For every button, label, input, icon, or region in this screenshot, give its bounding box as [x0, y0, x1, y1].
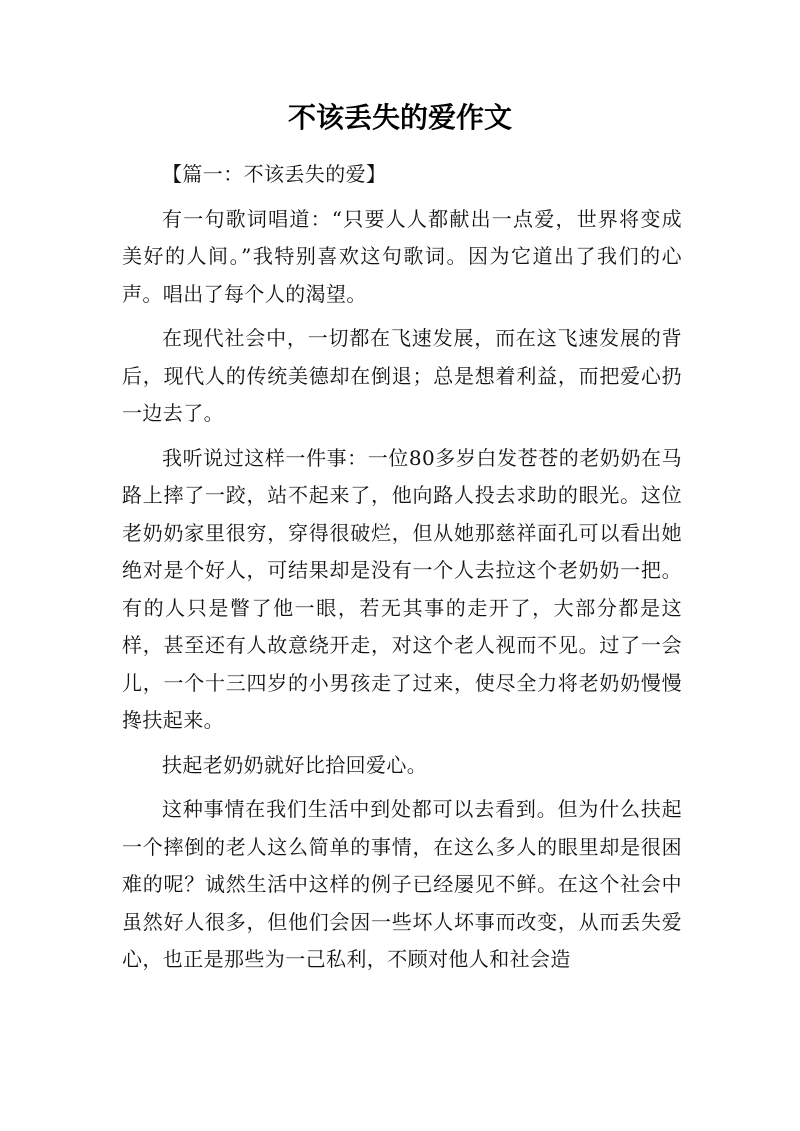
document-title: 不该丢失的爱作文 [287, 101, 512, 134]
paragraph-3: 我听说过这样一件事：一位80多岁白发苍苍的老奶奶在马路上摔了一跤，站不起来了，他向路人投去求助的眼光。这位老奶奶家里很穷，穿得很破烂，但从她那慈祥面孔可以看出她绝对是个好人，可结果却是没有一个人去拉这个老奶奶一把。有的人只是瞥了他一眼，若无其事的走开了，大部分都是这样，甚至还有人故意绕开走，对这个老人视而不见。过了一会儿，一个十三四岁的小男孩走了过来，使尽全力将老奶奶慢慢搀扶起来。 [122, 445, 682, 732]
paragraph-2: 在现代社会中，一切都在飞速发展，而在这飞速发展的背后，现代人的传统美德却在倒退；总是想着利益，而把爱心扔一边去了。 [122, 326, 682, 425]
paragraph-5: 这种事情在我们生活中到处都可以去看到。但为什么扶起一个摔倒的老人这么简单的事情，在这么多人的眼里却是很困难的呢？诚然生活中这样的例子已经屡见不鲜。在这个社会中虽然好人很多，但他们会因一些坏人坏事而改变，从而丢失爱心，也正是那些为一己私利，不顾对他人和社会造 [122, 797, 682, 971]
section-heading: 【篇一：不该丢失的爱】 [162, 162, 387, 186]
paragraph-1: 有一句歌词唱道：“只要人人都献出一点爱，世界将变成美好的人间。”我特别喜欢这句歌词。因为它道出了我们的心声。唱出了每个人的渴望。 [122, 206, 682, 306]
document-body [122, 156, 682, 986]
paragraph-4: 扶起老奶奶就好比拾回爱心。 [162, 752, 428, 777]
